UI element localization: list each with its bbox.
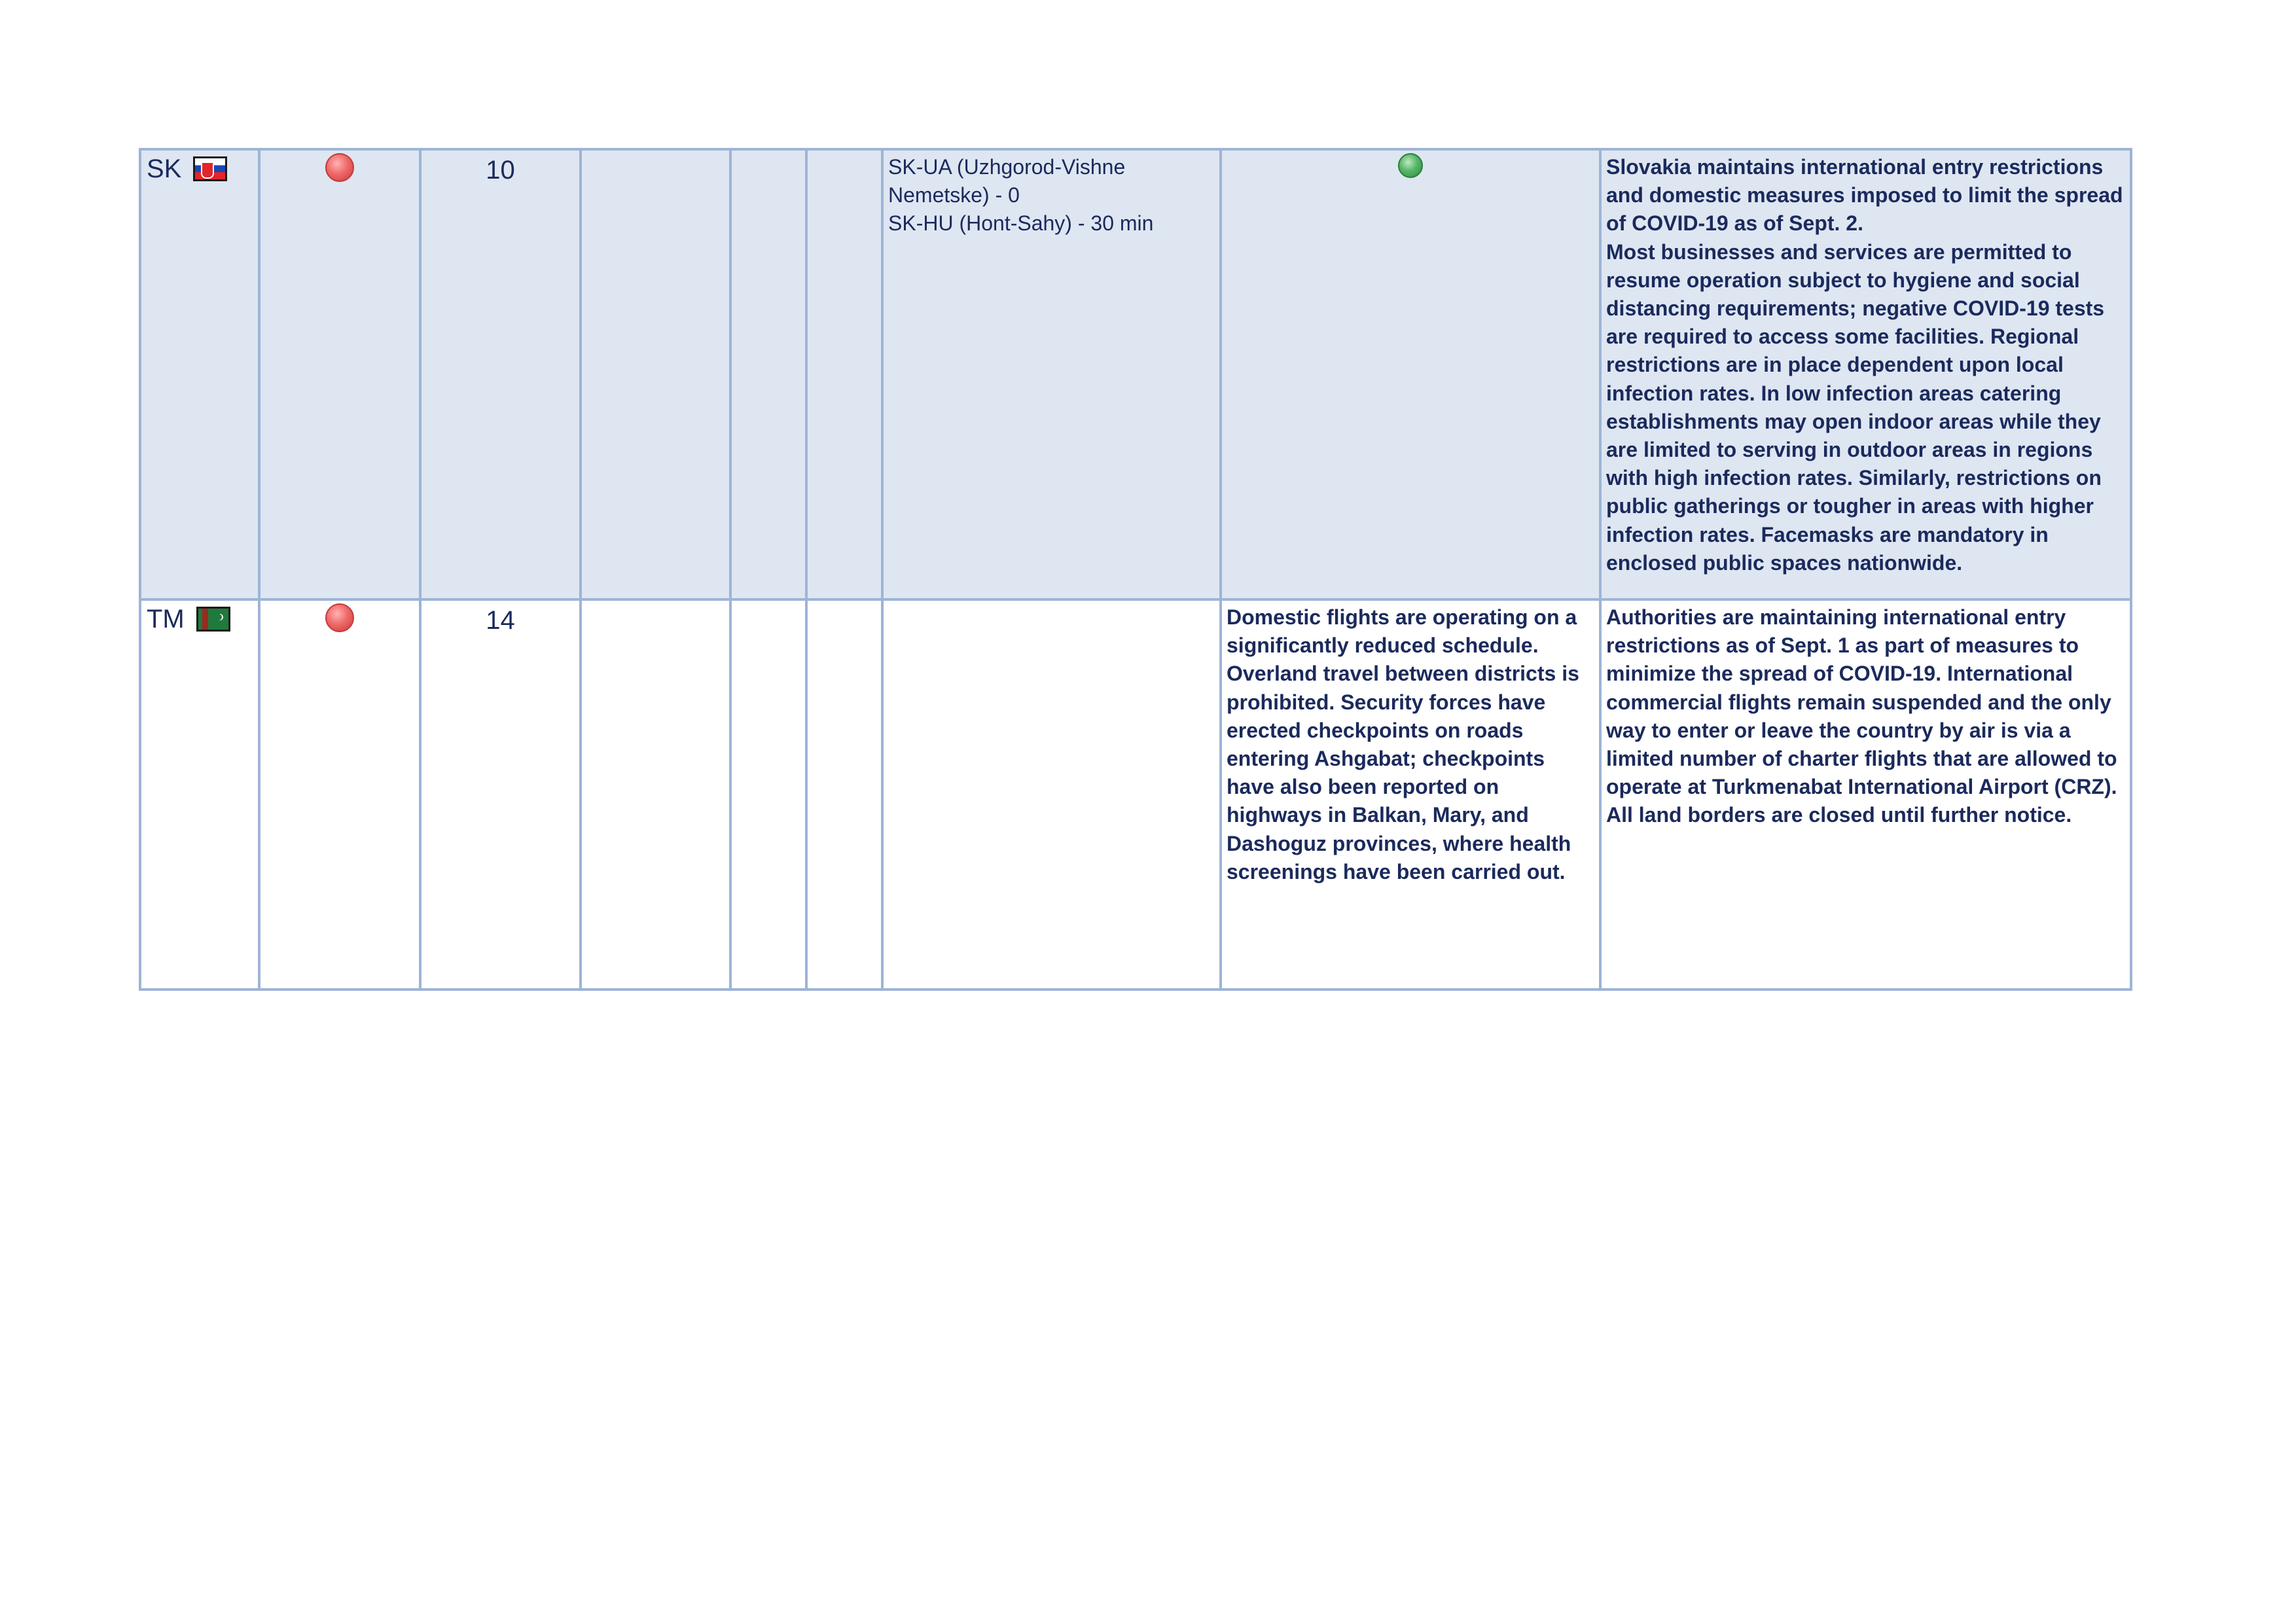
empty-cell bbox=[581, 149, 730, 599]
table-row bbox=[140, 149, 2131, 599]
red-status-icon bbox=[325, 603, 354, 632]
border-wait-item: SK-UA (Uzhgorod-Vishne Nemetske) - 0 bbox=[888, 155, 1126, 207]
domestic-status-cell bbox=[1221, 149, 1600, 599]
restrictions-paragraph: Authorities are maintaining international entry restrictions as of Sept. 1 as part of measures to minimize the spread of COVID-19. International commercial flights remain suspended and the only way to enter or leave the country by air is via a limited number of charter flights that are allowed to operate at Turkmenabat International Airport (CRZ). All land borders are closed until further notice. bbox=[1606, 605, 2117, 827]
domestic-restrictions-cell bbox=[1221, 599, 1600, 990]
empty-cell bbox=[730, 149, 806, 599]
country-code-cell bbox=[140, 599, 259, 990]
empty-cell bbox=[806, 599, 882, 990]
empty-cell bbox=[730, 599, 806, 990]
country-code-cell bbox=[140, 149, 259, 599]
green-status-icon bbox=[1398, 153, 1423, 178]
red-status-icon bbox=[325, 153, 354, 182]
restrictions-paragraph: Slovakia maintains international entry restrictions and domestic measures imposed to limit the spread of COVID-19 as of Sept. 2. bbox=[1606, 155, 2123, 236]
international-restrictions-cell bbox=[1600, 149, 2131, 599]
empty-cell bbox=[806, 149, 882, 599]
border-wait-cell bbox=[882, 149, 1221, 599]
turkmenistan-flag-icon bbox=[196, 607, 230, 632]
status-cell bbox=[259, 599, 420, 990]
number-cell bbox=[420, 599, 581, 990]
domestic-paragraph: Domestic flights are operating on a significantly reduced schedule. Overland travel between districts is prohibited. Security forces have erected checkpoints on roads entering Ashgabat; checkpoints have also been reported on highways in Balkan, Mary, and Dashoguz provinces, where health screenings have been carried out. bbox=[1227, 605, 1579, 883]
status-number: 14 bbox=[486, 606, 515, 635]
international-restrictions-cell bbox=[1600, 599, 2131, 990]
number-cell bbox=[420, 149, 581, 599]
empty-cell bbox=[581, 599, 730, 990]
status-number: 10 bbox=[486, 156, 515, 185]
table-row bbox=[140, 599, 2131, 990]
border-wait-cell bbox=[882, 599, 1221, 990]
border-wait-item: SK-HU (Hont-Sahy) - 30 min bbox=[888, 211, 1154, 235]
country-code: TM bbox=[147, 605, 185, 633]
restrictions-paragraph: Most businesses and services are permitted to resume operation subject to hygiene and social distancing requirements; negative COVID-19 tests are required to access some facilities. Regional restrictions are in place dependent upon local infection rates. In low infection areas catering establishments may open indoor areas while they are limited to serving in outdoor areas in regions with high infection rates. Similarly, restrictions on public gatherings or tougher in areas with higher infection rates. Facemasks are mandatory in enclosed public spaces nationwide. bbox=[1606, 240, 2105, 575]
status-cell bbox=[259, 149, 420, 599]
country-status-table bbox=[139, 148, 2132, 991]
slovakia-flag-icon bbox=[193, 156, 227, 181]
country-code: SK bbox=[147, 154, 182, 183]
